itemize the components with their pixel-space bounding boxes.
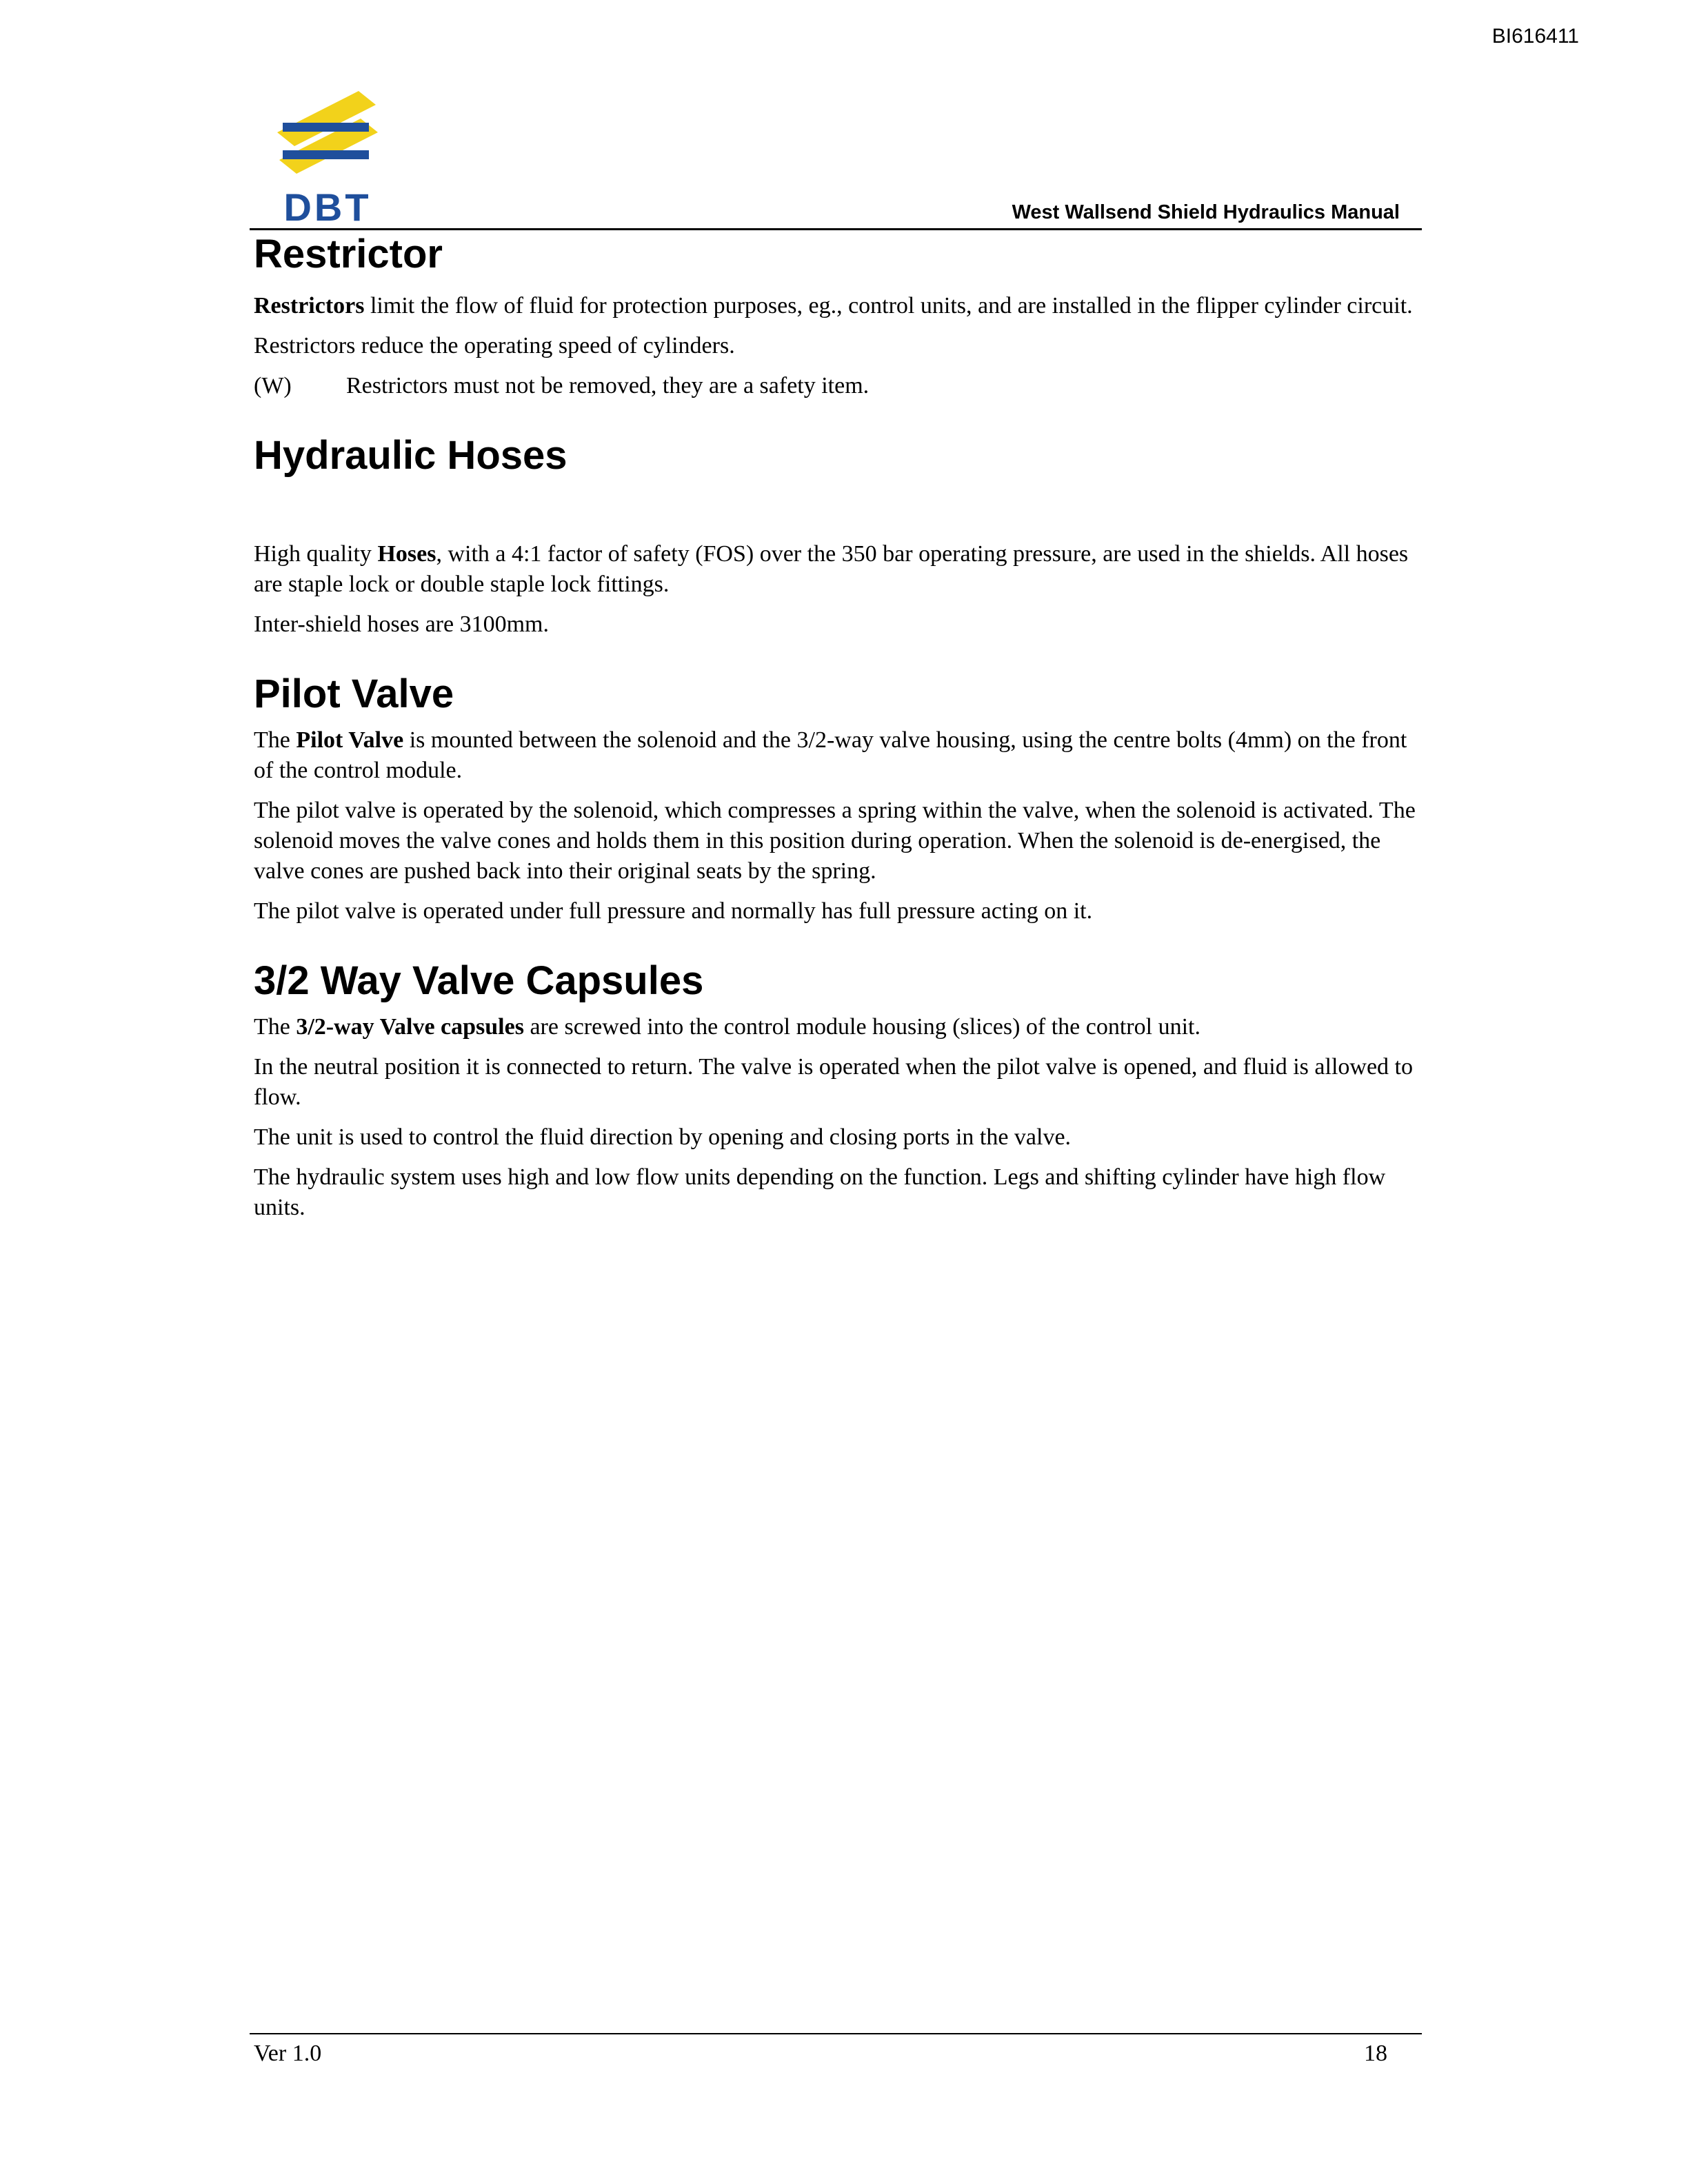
- warning-text: Restrictors must not be removed, they are a safety item.: [346, 373, 870, 398]
- pilot-paragraph-1-text: is mounted between the solenoid and the 3/2-way valve housing, using the centre bolts (4mm) on the front of the control module.: [254, 727, 1407, 783]
- hoses-paragraph-1: [254, 539, 1426, 600]
- section-valve-capsules: [254, 957, 1426, 1223]
- section-restrictor: [254, 230, 1426, 401]
- capsules-paragraph-2: In the neutral position it is connected to return. The valve is operated when the pilot valve is opened, and fluid is allowed to flow.: [254, 1054, 1413, 1110]
- dbt-logo: [276, 90, 379, 228]
- restrictor-term: Restrictors: [254, 293, 365, 318]
- section-pilot-valve: [254, 670, 1426, 927]
- hoses-paragraph-1-lead: High quality: [254, 541, 378, 567]
- capsules-paragraph-1: [254, 1012, 1426, 1042]
- page-content: [254, 228, 1426, 1233]
- hoses-term: Hoses: [377, 541, 436, 567]
- restrictor-heading: Restrictor: [254, 232, 443, 276]
- restrictor-paragraph-1-text: limit the flow of fluid for protection purposes, eg., control units, and are installed in the flipper cylinder circuit.: [364, 293, 1413, 318]
- pilot-paragraph-2: The pilot valve is operated by the solenoid, which compresses a spring within the valve, when the solenoid is activated. The solenoid moves the valve cones and holds them in this position during operation. When the solenoid is de-energised, the valve cones are pushed back into their original seats by the spring.: [254, 798, 1416, 884]
- warning-code: (W): [254, 373, 292, 398]
- header-title: West Wallsend Shield Hydraulics Manual: [1012, 201, 1400, 223]
- capsules-paragraph-3: The unit is used to control the fluid direction by opening and closing ports in the valve.: [254, 1124, 1072, 1150]
- footer-version: Ver 1.0: [254, 2041, 322, 2066]
- page-number: 18: [1364, 2041, 1387, 2066]
- hoses-heading: Hydraulic Hoses: [254, 433, 567, 478]
- dbt-logo-text: DBT: [283, 185, 372, 228]
- section-hydraulic-hoses: [254, 432, 1426, 640]
- hoses-paragraph-1-text: , with a 4:1 factor of safety (FOS) over the 350 bar operating pressure, are used in the shields. All hoses are staple lock or double staple lock fittings.: [254, 541, 1409, 597]
- restrictor-paragraph-1: [254, 291, 1426, 321]
- pilot-paragraph-1-lead: The: [254, 727, 297, 753]
- capsules-paragraph-1-lead: The: [254, 1014, 297, 1040]
- capsules-paragraph-1-text: are screwed into the control module housing (slices) of the control unit.: [523, 1014, 1200, 1040]
- document-id: BI616411: [1491, 25, 1579, 48]
- restrictor-paragraph-2: Restrictors reduce the operating speed of cylinders.: [254, 333, 735, 358]
- hoses-paragraph-2: Inter-shield hoses are 3100mm.: [254, 611, 549, 637]
- restrictor-warning: [254, 371, 1426, 401]
- capsules-heading: 3/2 Way Valve Capsules: [254, 958, 704, 1003]
- capsules-term: 3/2-way Valve capsules: [296, 1014, 524, 1040]
- pilot-paragraph-1: [254, 725, 1426, 786]
- pilot-paragraph-3: The pilot valve is operated under full pressure and normally has full pressure acting on it.: [254, 898, 1093, 924]
- pilot-term: Pilot Valve: [296, 727, 404, 753]
- capsules-paragraph-4: The hydraulic system uses high and low flow units depending on the function. Legs and shifting cylinder have high flow units.: [254, 1164, 1386, 1220]
- footer-divider: [250, 2033, 1422, 2034]
- pilot-heading: Pilot Valve: [254, 671, 454, 716]
